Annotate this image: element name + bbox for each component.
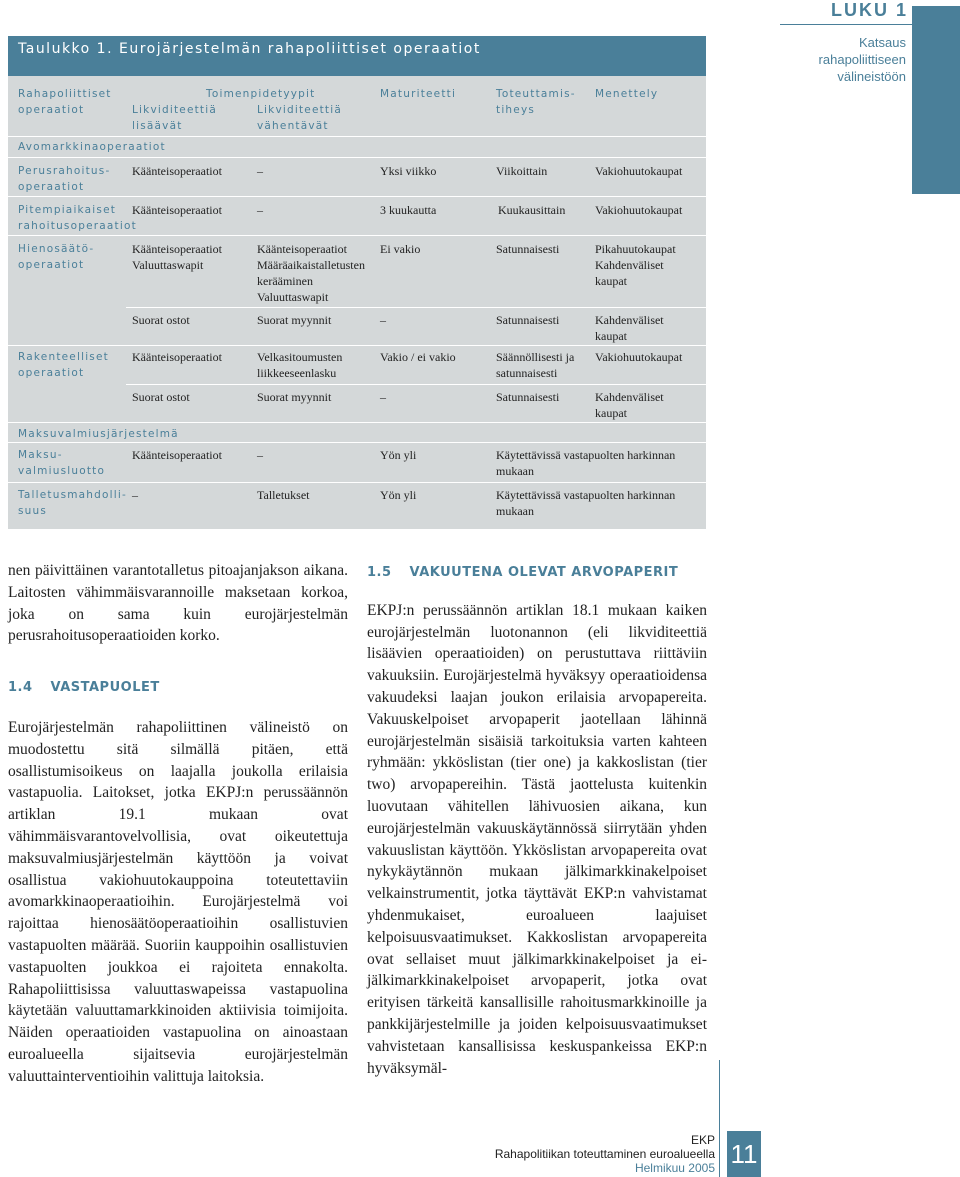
header-frequency: Toteuttamis- tiheys — [496, 88, 576, 116]
cell-providing: Suorat ostot — [132, 313, 190, 327]
cell-frequency: Satunnaisesti — [496, 242, 560, 256]
divider — [8, 196, 706, 197]
cell-providing: Käänteisoperaatiot — [132, 203, 222, 217]
section-heading-1-4: 1.4 VASTAPUOLET — [8, 680, 160, 696]
cell-procedure: Vakiohuutokaupat — [595, 164, 683, 178]
right-column — [367, 560, 707, 1079]
cell-absorbing: Suorat myynnit — [257, 313, 332, 327]
cell-frequency: Satunnaisesti — [496, 390, 560, 404]
chapter-desc-line: Katsaus — [859, 35, 906, 50]
header-procedure: Menettely — [595, 88, 659, 100]
left-column — [8, 560, 348, 1088]
chapter-desc-line: rahapoliittiseen — [818, 52, 906, 67]
footer-org: EKP — [690, 1133, 715, 1147]
operations-table — [8, 36, 706, 529]
table-title: Taulukko 1. Eurojärjestelmän rahapoliittiset operaatiot — [8, 36, 706, 76]
cell-frequency-procedure: Käytettävissä vastapuolten harkinnan mukaan — [496, 488, 676, 518]
paragraph: Eurojärjestelmän rahapoliittinen välineistö on muodostettu sitä silmällä pitäen, että osallistumisoikeus on laajalla joukolla erilaisia vastapuolia. Laitokset, jotka EKPJ:n perussäännön artiklan 19.1 mukaan ovat vähimmäisvarantovelvollisia, ovat oikeutettuja maksuvalmiusjärjestelmän käyttöön ja voivat osallistua vakiohuutokauppoina toteutettaviin avomarkkinaoperaatioihin. Eurojärjestelmä voi rajoittaa hienosäätöoperaatioihin osallistuvien vastapuolten määrää. Suoriin kauppoihin osallistuvien vastapuolten joukkoa ei rajoiteta ennakolta. Rahapoliittisissa valuuttaswapeissa vastapuolina käytetään valuuttamarkkinoiden aktiivisia toimijoita. Näiden operaatioiden vastapuolina on ainoastaan euroalueella sijaitsevia eurojärjestelmän valuuttainterventioihin valittuja laitoksia. — [8, 718, 348, 1085]
cell-maturity: Yön yli — [380, 488, 417, 502]
row-label-marginal-lending: Maksu- valmiusluotto — [18, 449, 106, 477]
section-standing-facilities: Maksuvalmiusjärjestelmä — [18, 428, 179, 440]
cell-procedure: Vakiohuutokaupat — [595, 350, 683, 364]
page-number: 11 — [727, 1131, 761, 1177]
cell-maturity: – — [380, 390, 386, 404]
row-label-fine-tuning: Hienosäätö- operaatiot — [18, 243, 95, 271]
divider — [8, 442, 706, 443]
section-open-market: Avomarkkinaoperaatiot — [18, 141, 166, 153]
row-label-deposit-facility: Talletusmahdolli- suus — [18, 489, 127, 517]
cell-absorbing: Käänteisoperaatiot Määräaikaistalletusten kerääminen Valuuttaswapit — [257, 242, 365, 304]
cell-maturity: Yön yli — [380, 448, 417, 462]
footer — [495, 1133, 715, 1175]
cell-maturity: – — [380, 313, 386, 327]
cell-maturity: Yksi viikko — [380, 164, 437, 178]
cell-absorbing: – — [257, 164, 263, 178]
cell-absorbing: Velkasitoumusten liikkeeseenlasku — [257, 350, 343, 380]
cell-providing: Käänteisoperaatiot — [132, 448, 222, 462]
header-liquidity-providing: Likviditeettiä lisäävät — [132, 104, 217, 132]
section-heading-1-5: 1.5 VAKUUTENA OLEVAT ARVOPAPERIT — [367, 565, 679, 580]
cell-absorbing: – — [257, 448, 263, 462]
cell-procedure: Vakiohuutokaupat — [595, 203, 683, 217]
cell-absorbing: Suorat myynnit — [257, 390, 332, 404]
header-operations: Rahapoliittiset operaatiot — [18, 88, 112, 116]
cell-frequency: Viikoittain — [496, 164, 548, 178]
cell-frequency: Säännöllisesti ja satunnaisesti — [496, 350, 575, 380]
header-operation-types: Toimenpidetyypit — [206, 88, 316, 100]
cell-maturity: Ei vakio — [380, 242, 421, 256]
cell-providing: Käänteisoperaatiot — [132, 164, 222, 178]
cell-frequency: Kuukausittain — [498, 203, 566, 217]
row-label-structural: Rakenteelliset operaatiot — [18, 351, 109, 379]
paragraph: EKPJ:n perussäännön artiklan 18.1 mukaan kaiken eurojärjestelmän luotonannon (eli likviditeettiä lisäävien operaatioiden) on perustuttava riittäviin vakuuksiin. Eurojärjestelmä hyväksyy operaatioidensa vakuudeksi laajan joukon erilaisia arvopapereita. Vakuuskelpoiset arvopaperit jaotellaan lähinnä eurojärjestelmän sisäisiä tarkoituksia varten kahteen ryhmään: ykköslistan (tier one) ja kakkoslistan (tier two) arvopapereihin. Tästä jaottelusta kuitenkin luovutaan vähitellen lähivuosien aikana, kun eurojärjestelmän vakuuskäytännössä siirrytään yhden vakuuslistan käyttöön. Ykköslistan arvopapereita ovat nykykäytännön mukaan jälkimarkkinakelpoiset velkainstrumentit, jotka täyttävät EKP:n vahvistamat yhdenmukaiset, euroalueen laajuiset kelpoisuusvaatimukset. Kakkoslistan arvopapereita ovat sellaiset muut jälkimarkkinakelpoiset ja ei-jälkimarkkinakelpoiset arvopaperit, jotka ovat erityisen tärkeitä kansallisille rahoitusmarkkinoille ja pankkijärjestelmille ja joiden kelpoisuusvaatimukset vahvistetaan kansallisissa keskuspankeissa EKP:n hyväksymäl- — [367, 601, 707, 1077]
row-label-longer-term: Pitempiaikaiset rahoitusoperaatiot — [18, 204, 137, 232]
header-maturity: Maturiteetti — [380, 88, 457, 100]
divider — [126, 307, 706, 308]
cell-frequency: Satunnaisesti — [496, 313, 560, 327]
paragraph: nen päivittäinen varantotalletus pitoajanjakson aikana. Laitosten vähimmäisvarannoille maksetaan korkoa, joka on sama kuin eurojärjestelmän perusrahoitusoperaatioiden korko. — [8, 562, 348, 645]
cell-absorbing: – — [257, 203, 263, 217]
row-label-main-refinancing: Perusrahoitus- operaatiot — [18, 165, 111, 193]
divider — [8, 157, 706, 158]
chapter-color-block — [912, 6, 960, 194]
divider — [8, 422, 706, 423]
cell-providing: Käänteisoperaatiot — [132, 350, 222, 364]
chapter-label: LUKU 1 — [830, 0, 908, 20]
cell-procedure: Pikahuutokaupat Kahdenväliset kaupat — [595, 242, 676, 288]
header-liquidity-absorbing: Likviditeettiä vähentävät — [257, 104, 342, 132]
chapter-desc-line: välineistöön — [837, 69, 906, 84]
divider — [8, 345, 706, 346]
divider — [8, 482, 706, 483]
cell-maturity: Vakio / ei vakio — [380, 350, 456, 364]
cell-providing: Käänteisoperaatiot Valuuttaswapit — [132, 242, 222, 272]
cell-providing: – — [132, 488, 138, 502]
cell-maturity: 3 kuukautta — [380, 203, 437, 217]
divider — [126, 384, 706, 385]
cell-providing: Suorat ostot — [132, 390, 190, 404]
footer-date: Helmikuu 2005 — [634, 1161, 715, 1175]
cell-frequency-procedure: Käytettävissä vastapuolten harkinnan mukaan — [496, 448, 676, 478]
divider — [8, 136, 706, 137]
divider — [8, 235, 706, 236]
cell-procedure: Kahdenväliset kaupat — [595, 390, 664, 420]
cell-procedure: Kahdenväliset kaupat — [595, 313, 664, 343]
footer-title: Rahapolitiikan toteuttaminen euroalueella — [494, 1147, 715, 1161]
cell-absorbing: Talletukset — [257, 488, 310, 502]
chapter-description — [746, 34, 906, 85]
footer-rule — [719, 1060, 720, 1177]
